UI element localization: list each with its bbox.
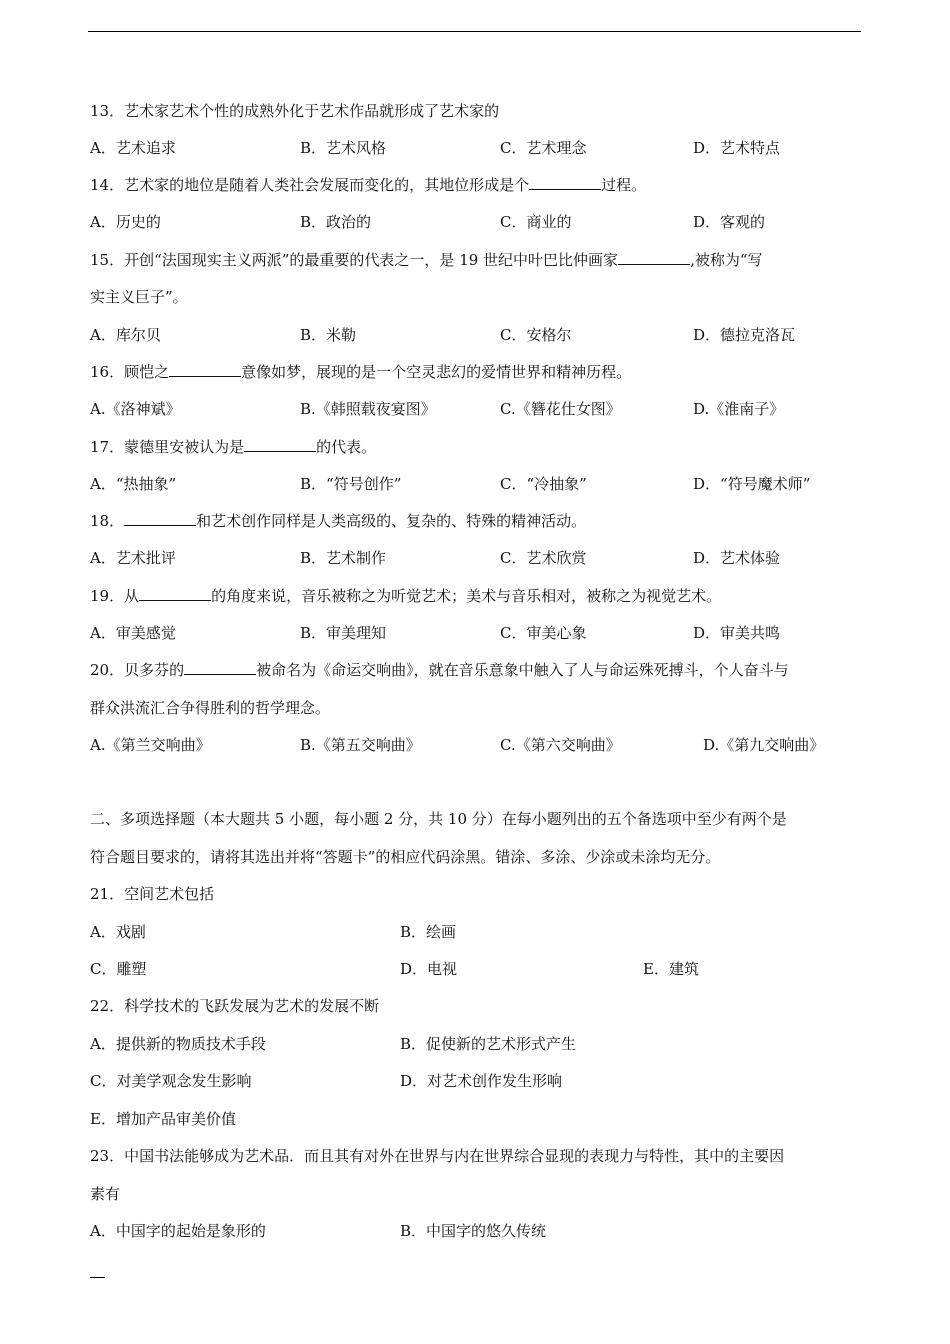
q16-stem-pre: 16．顾恺之: [90, 363, 170, 381]
q15-stem-pre: 15．开创“法国现实主义两派”的最重要的代表之一，是 19 世纪中叶巴比仲画家: [90, 251, 619, 269]
q17-stem-pre: 17．蒙德里安被认为是: [90, 438, 245, 456]
q16-stem: [90, 362, 631, 382]
q17-stem-post: 的代表。: [316, 438, 377, 456]
q19-option-d: D．审美共鸣: [693, 624, 781, 642]
q22-option-a: A．提供新的物质技术手段: [90, 1035, 266, 1053]
q19-option-b: B．审美理知: [300, 624, 387, 642]
q19-blank: [139, 586, 211, 601]
q13-option-c: C．艺术理念: [500, 139, 587, 157]
section2-header-line2: 符合题目要求的，请将其选出并将“答题卡”的相应代码涂黑。错涂、多涂、少涂或未涂均无分。: [90, 848, 721, 866]
q18-stem: [90, 511, 586, 531]
q18-stem-pre: 18．: [90, 512, 125, 530]
q17-stem: [90, 437, 376, 457]
q19-stem-pre: 19．从: [90, 587, 140, 605]
q22-option-b: B．促使新的艺术形式产生: [400, 1035, 577, 1053]
q19-stem-post: 的角度来说，音乐被称之为听觉艺术；美术与音乐相对，被称之为视觉艺术。: [211, 587, 722, 605]
q14-stem-post: 过程。: [601, 176, 647, 194]
q16-option-a: A.《洛神斌》: [90, 400, 181, 418]
q23-option-b: B．中国字的悠久传统: [400, 1222, 547, 1240]
q15-stem-line2: 实主义巨子”。: [90, 288, 188, 306]
q20-stem: [90, 660, 789, 680]
q20-option-b: B.《第五交响曲》: [300, 736, 421, 754]
header-rule: [88, 31, 861, 32]
q17-option-a: A．“热抽象”: [90, 475, 177, 493]
q15-option-b: B．米勒: [300, 326, 357, 344]
q23-option-a: A．中国字的起始是象形的: [90, 1222, 266, 1240]
q17-option-c: C．“冷抽象”: [500, 475, 587, 493]
q14-stem: [90, 175, 646, 195]
q21-option-b: B．绘画: [400, 923, 457, 941]
q22-option-e: E．增加产品审美价值: [90, 1110, 236, 1128]
q18-option-c: C．艺术欣赏: [500, 549, 587, 567]
q23-stem-line1: 23．中国书法能够成为艺术品．而且其有对外在世界与内在世界综合显现的表现力与特性，其中的主要因: [90, 1147, 785, 1165]
q20-stem-line2: 群众洪流汇合争得胜利的哲学理念。: [90, 699, 331, 717]
q22-option-d: D．对艺术创作发生形响: [400, 1072, 563, 1090]
q20-blank: [184, 660, 256, 675]
q14-option-b: B．政治的: [300, 213, 372, 231]
q16-blank: [169, 362, 241, 377]
q19-option-c: C．审美心象: [500, 624, 587, 642]
q20-option-c: C.《第六交响曲》: [500, 736, 621, 754]
q14-stem-pre: 14．艺术家的地位是随着人类社会发展而变化的，其地位形成是个: [90, 176, 530, 194]
q21-stem: 21．空间艺术包括: [90, 885, 215, 903]
q14-option-c: C．商业的: [500, 213, 572, 231]
q13-option-b: B．艺术风格: [300, 139, 387, 157]
q18-option-b: B．艺术制作: [300, 549, 387, 567]
q14-blank: [529, 175, 601, 190]
q20-option-d: D.《第九交响曲》: [703, 736, 825, 754]
q16-stem-post: 意像如梦，展现的是一个空灵悲幻的爱情世界和精神历程。: [241, 363, 632, 381]
q15-option-c: C．安格尔: [500, 326, 572, 344]
footer-mark: [90, 1277, 105, 1278]
q21-option-c: C．雕塑: [90, 960, 147, 978]
q19-option-a: A．审美感觉: [90, 624, 176, 642]
q16-option-d: D.《淮南子》: [693, 400, 785, 418]
q22-option-c: C．对美学观念发生影响: [90, 1072, 252, 1090]
q18-option-d: D．艺术体验: [693, 549, 781, 567]
q20-stem-post: 被命名为《命运交响曲》，就在音乐意象中触入了人与命运殊死搏斗，个人奋斗与: [256, 661, 789, 679]
q20-stem-pre: 20．贝多芬的: [90, 661, 185, 679]
q22-stem: 22．科学技术的飞跃发展为艺术的发展不断: [90, 997, 380, 1015]
q20-option-a: A.《第兰交响曲》: [90, 736, 211, 754]
q17-blank: [244, 437, 316, 452]
q15-blank: [618, 250, 690, 265]
q13-option-d: D．艺术特点: [693, 139, 781, 157]
q18-option-a: A．艺术批评: [90, 549, 176, 567]
q14-option-a: A．历史的: [90, 213, 161, 231]
q17-option-d: D．“符号魔术师”: [693, 475, 811, 493]
q19-stem: [90, 586, 721, 606]
q16-option-b: B.《韩照载夜宴图》: [300, 400, 436, 418]
q15-option-d: D．德拉克洛瓦: [693, 326, 796, 344]
q23-stem-line2: 素有: [90, 1185, 121, 1203]
q14-option-d: D．客观的: [693, 213, 766, 231]
q15-stem-post: ,被称为“写: [690, 251, 763, 269]
q21-option-d: D．电视: [400, 960, 458, 978]
q15-option-a: A．库尔贝: [90, 326, 161, 344]
q18-stem-post: 和艺术创作同样是人类高级的、复杂的、特殊的精神活动。: [196, 512, 587, 530]
section2-header-line1: 二、多项选择题（本大题共 5 小题，每小题 2 分，共 10 分）在每小题列出的五个备选项中至少有两个是: [90, 810, 787, 828]
q13-stem: 13．艺术家艺术个性的成熟外化于艺术作品就形成了艺术家的: [90, 102, 500, 120]
q17-option-b: B．“符号创作”: [300, 475, 402, 493]
q13-option-a: A．艺术追求: [90, 139, 176, 157]
q21-option-a: A．戏剧: [90, 923, 146, 941]
q18-blank: [124, 511, 196, 526]
q16-option-c: C.《簪花仕女图》: [500, 400, 621, 418]
q21-option-e: E．建筑: [643, 960, 699, 978]
q15-stem: [90, 250, 763, 270]
